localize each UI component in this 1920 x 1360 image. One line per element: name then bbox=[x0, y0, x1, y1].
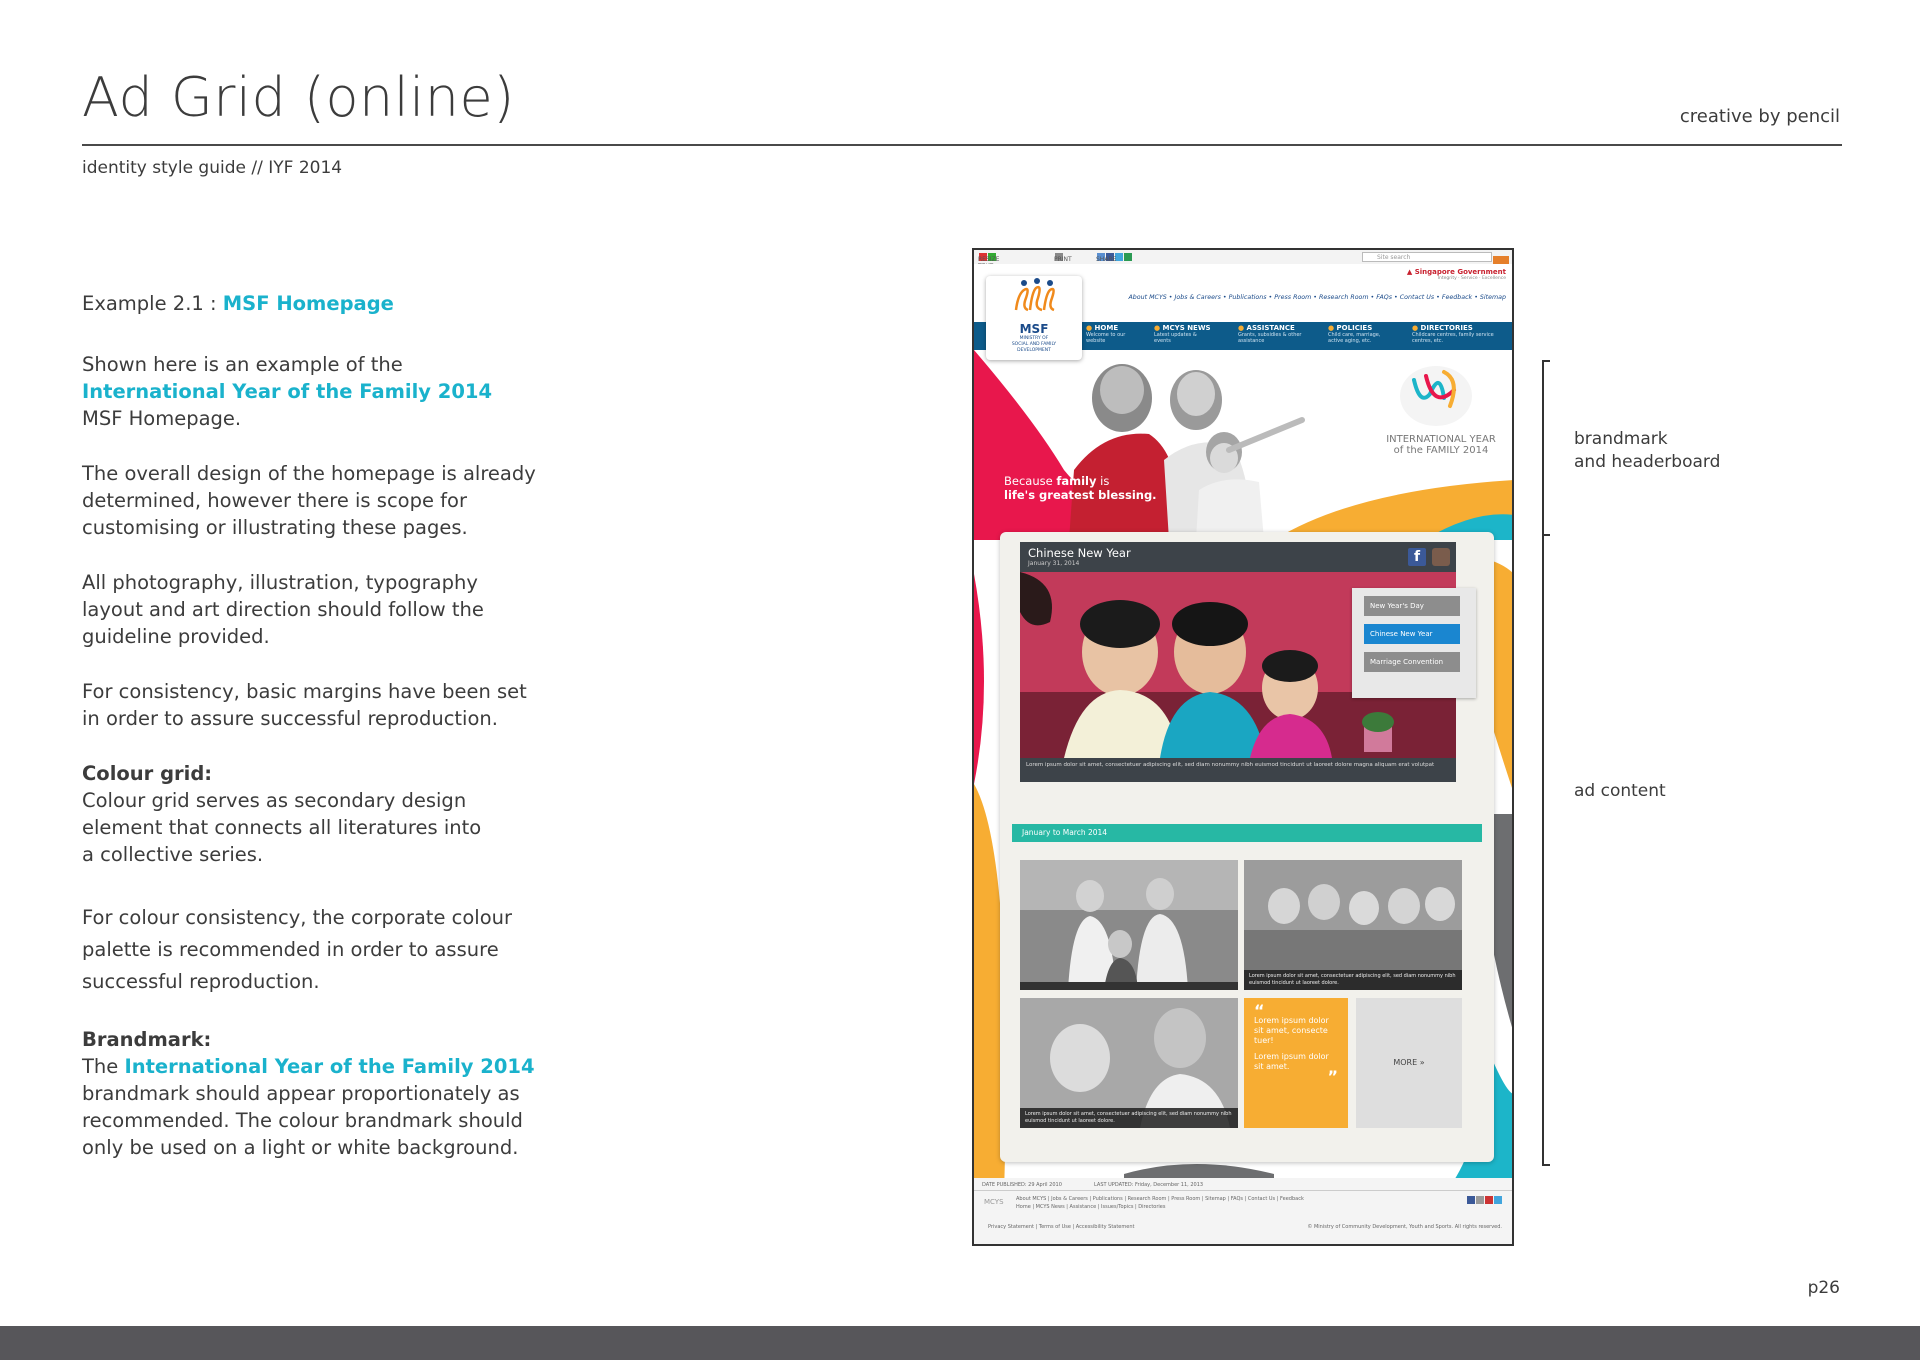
feature-header bbox=[1020, 542, 1456, 572]
footer-links[interactable]: About MCYS | Jobs & Careers | Publications | Research Room | Press Room | Sitemap | FAQs | Contact Us | Feedback bbox=[1016, 1196, 1304, 1202]
msf-logo[interactable] bbox=[986, 276, 1082, 360]
tile-caption: Lorem ipsum dolor sit amet, consectetuer adipiscing elit, sed diam nonummy nibh euismod tincidunt ut laoreet dolore. bbox=[1244, 970, 1462, 990]
iyf-highlight: International Year of the Family 2014 bbox=[124, 1055, 535, 1078]
credit-text: creative by pencil bbox=[1679, 106, 1840, 127]
body-text bbox=[82, 290, 542, 1161]
legal-links[interactable]: Privacy Statement | Terms of Use | Accessibility Statement bbox=[988, 1224, 1135, 1230]
ministry-name-line: SOCIAL AND FAMILY bbox=[1011, 342, 1057, 347]
quote-text: Lorem ipsum dolor sit amet, consecte tuer! bbox=[1254, 1016, 1329, 1045]
paragraph-line: For colour consistency, the corporate colour bbox=[82, 906, 513, 929]
feature-date: January 31, 2014 bbox=[1028, 560, 1080, 567]
paragraph-line: layout and art direction should follow the bbox=[82, 598, 484, 621]
nav-icon: ● bbox=[1412, 324, 1419, 332]
singapore-government-logo[interactable]: ▲ Singapore Government bbox=[1406, 268, 1506, 276]
homepage-mockup bbox=[972, 248, 1514, 1246]
open-quote-icon: “ bbox=[1254, 1001, 1265, 1020]
quote-tile[interactable] bbox=[1244, 998, 1348, 1128]
footer-social-icons bbox=[1466, 1196, 1502, 1204]
site-header bbox=[974, 264, 1512, 353]
paragraph-line: Colour grid serves as secondary design bbox=[82, 789, 467, 812]
nav-icon: ● bbox=[1238, 324, 1245, 332]
resize-text-label: RESIZE bbox=[978, 253, 996, 261]
page-title: Ad Grid (online) bbox=[82, 66, 515, 129]
msf-acronym: MSF bbox=[1019, 322, 1049, 336]
paragraph-line: customising or illustrating these pages. bbox=[82, 516, 468, 539]
feature-caption: Lorem ipsum dolor sit amet, consectetuer adipiscing elit, sed diam nonummy nibh euismod tincidunt ut laoreet dolore magna aliquam erat volutpat bbox=[1020, 758, 1456, 782]
photo-tile[interactable] bbox=[1020, 998, 1238, 1128]
headerboard bbox=[974, 350, 1512, 540]
email-icon[interactable] bbox=[1476, 1196, 1484, 1204]
nav-news[interactable]: ● MCYS NEWS Latest updates & events bbox=[1154, 324, 1211, 344]
photo-tile[interactable] bbox=[1244, 860, 1462, 990]
nav-directories[interactable]: ● DIRECTORIES Childcare centres, family service centres, etc. bbox=[1412, 324, 1494, 344]
period-band: January to March 2014 bbox=[1012, 824, 1482, 842]
paragraph-line: The overall design of the homepage is already bbox=[82, 462, 536, 485]
iyf-logo-text: INTERNATIONAL YEAR of the FAMILY 2014 bbox=[1386, 434, 1496, 456]
bracket-headerboard bbox=[1542, 360, 1550, 536]
page-number: p26 bbox=[1807, 1278, 1840, 1298]
nav-icon: ● bbox=[1154, 324, 1161, 332]
twitter-icon[interactable] bbox=[1494, 1196, 1502, 1204]
paragraph-line: For consistency, basic margins have been set bbox=[82, 680, 527, 703]
example-heading: Example 2.1 : MSF Homepage bbox=[82, 292, 394, 315]
brandmark-heading: Brandmark: bbox=[82, 1028, 212, 1051]
paragraph-line: element that connects all literatures into bbox=[82, 816, 482, 839]
utility-bar bbox=[974, 250, 1512, 264]
brandmark-line: The International Year of the Family 2014 bbox=[82, 1055, 535, 1078]
facebook-icon[interactable]: f bbox=[1408, 548, 1426, 566]
published-date: DATE PUBLISHED: 29 April 2010 bbox=[982, 1182, 1062, 1188]
paragraph-line: brandmark should appear proportionately as bbox=[82, 1082, 520, 1105]
nav-policies[interactable]: ● POLICIES Child care, marriage, active aging, etc. bbox=[1328, 324, 1381, 344]
facebook-icon[interactable] bbox=[1467, 1196, 1475, 1204]
updated-date: LAST UPDATED: Friday, December 11, 2013 bbox=[1094, 1182, 1204, 1188]
intro-line: Shown here is an example of the bbox=[82, 353, 403, 376]
copyright: © Ministry of Community Development, Youth and Sports. All rights reserved. bbox=[1307, 1224, 1502, 1230]
colour-grid-heading: Colour grid: bbox=[82, 762, 213, 785]
family-photo bbox=[1020, 860, 1238, 990]
gov-tagline: Integrity · Service · Excellence bbox=[1437, 276, 1506, 281]
iyf-highlight: International Year of the Family 2014 bbox=[82, 380, 493, 403]
footer-links[interactable]: Home | MCYS News | Assistance | Issues/Topics | Directories bbox=[1016, 1204, 1166, 1210]
paragraph-line: All photography, illustration, typography bbox=[82, 571, 478, 594]
ministry-name-line: MINISTRY OF bbox=[1019, 336, 1049, 341]
paragraph-line: palette is recommended in order to assure bbox=[82, 938, 499, 961]
nav-icon: ● bbox=[1328, 324, 1335, 332]
hero-tagline: Because family is life's greatest blessing. bbox=[1004, 474, 1157, 502]
ministry-name-line: DEVELOPMENT bbox=[1017, 348, 1051, 353]
paragraph-line: successful reproduction. bbox=[82, 970, 320, 993]
tab-marriage-convention[interactable]: Marriage Convention bbox=[1364, 652, 1460, 672]
paragraph-line: guideline provided. bbox=[82, 625, 270, 648]
tile-caption: Lorem ipsum dolor sit amet, consectetuer adipiscing elit, sed diam nonummy nibh euismod tincidunt ut laoreet dolore. bbox=[1020, 1108, 1238, 1128]
paragraph-line: recommended. The colour brandmark should bbox=[82, 1109, 523, 1132]
paragraph-line: in order to assure successful reproduction. bbox=[82, 707, 498, 730]
share-icon[interactable] bbox=[1124, 253, 1132, 261]
print-label[interactable]: PRINT bbox=[1054, 253, 1063, 261]
instagram-icon[interactable] bbox=[1432, 548, 1450, 566]
bracket-ad-content bbox=[1542, 536, 1550, 1166]
photo-tile[interactable] bbox=[1020, 860, 1238, 990]
annotation-headerboard: brandmark and headerboard bbox=[1574, 429, 1721, 472]
paragraph-line: a collective series. bbox=[82, 843, 264, 866]
ad-content-card bbox=[1000, 532, 1494, 1162]
msf-figures-icon bbox=[1004, 276, 1064, 316]
example-name: MSF Homepage bbox=[222, 292, 394, 315]
youtube-icon[interactable] bbox=[1485, 1196, 1493, 1204]
nav-home[interactable]: ● HOME Welcome to our website bbox=[1086, 324, 1126, 344]
feature-tabs bbox=[1352, 588, 1476, 698]
top-links[interactable]: About MCYS • Jobs & Careers • Publications • Press Room • Research Room • FAQs • Contact Us • Feedback • Sitemap bbox=[1128, 294, 1506, 301]
tab-new-years-day[interactable]: New Year's Day bbox=[1364, 596, 1460, 616]
site-footer bbox=[974, 1178, 1512, 1246]
footer-bar bbox=[0, 1326, 1920, 1360]
intro-line: MSF Homepage. bbox=[82, 407, 242, 430]
tab-chinese-new-year[interactable]: Chinese New Year bbox=[1364, 624, 1460, 644]
nav-assistance[interactable]: ● ASSISTANCE Grants, subsidies & other assistance bbox=[1238, 324, 1302, 344]
paragraph-line: determined, however there is scope for bbox=[82, 489, 467, 512]
paragraph-line: only be used on a light or white background. bbox=[82, 1136, 519, 1159]
double-chevron-icon: » bbox=[1419, 1058, 1425, 1067]
more-button[interactable]: MORE » bbox=[1356, 998, 1462, 1128]
footer-divider bbox=[974, 1190, 1514, 1191]
share-label: SHARE bbox=[1096, 253, 1132, 261]
close-quote-icon: ” bbox=[1327, 1067, 1338, 1086]
title-divider bbox=[82, 144, 1842, 146]
annotation-ad-content: ad content bbox=[1574, 781, 1666, 801]
quote-text: Lorem ipsum dolor sit amet. bbox=[1254, 1052, 1329, 1071]
mcys-footer-logo[interactable]: MCYS bbox=[984, 1198, 1004, 1206]
feature-title: Chinese New Year bbox=[1028, 546, 1131, 560]
nav-icon: ● bbox=[1086, 324, 1093, 332]
site-search-input[interactable]: Site search bbox=[1362, 252, 1492, 262]
page-subtitle: identity style guide // IYF 2014 bbox=[82, 158, 343, 178]
